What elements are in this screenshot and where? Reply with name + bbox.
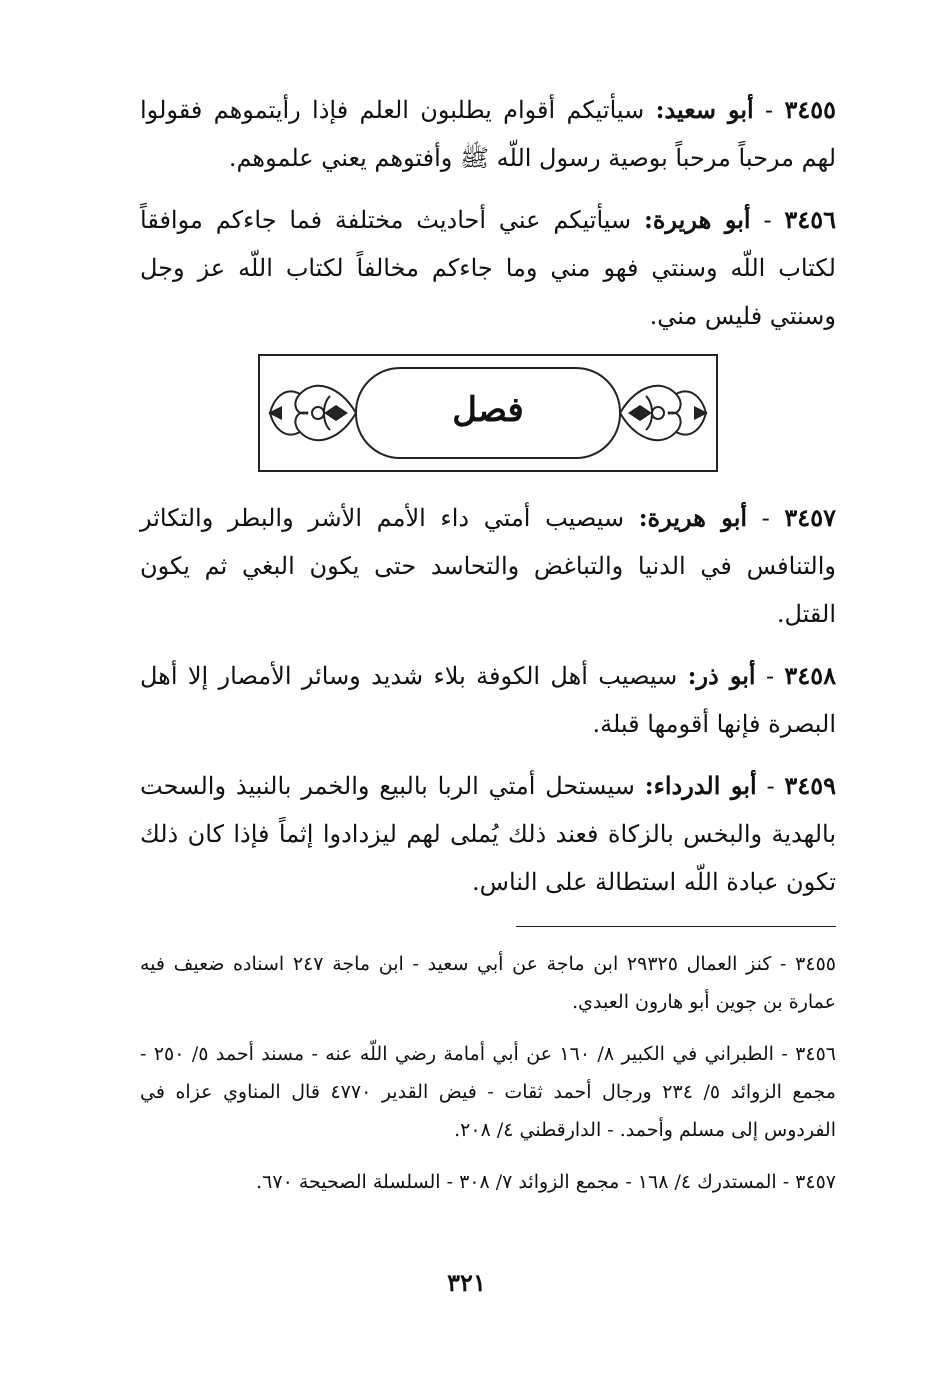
footnote-number: ٣٤٥٥ xyxy=(795,953,836,975)
hadith-number: ٣٤٥٥ xyxy=(784,95,836,124)
hadith-narrator: أبو هريرة: xyxy=(644,205,751,234)
hadith-entry xyxy=(140,494,836,638)
dash: - xyxy=(747,504,770,532)
hadith-narrator: أبو الدرداء: xyxy=(644,771,757,800)
footnote xyxy=(140,1163,836,1201)
footnote-text: - كنز العمال ٢٩٣٢٥ ابن ماجة عن أبي سعيد - ابن ماجة ٢٤٧ اسناده ضعيف فيه عمارة بن جوين أبو هارون العبدي. xyxy=(140,953,836,1013)
hadith-entry xyxy=(140,196,836,340)
dash: - xyxy=(750,206,772,234)
dash: - xyxy=(756,772,775,800)
hadith-entry xyxy=(140,762,836,906)
hadith-narrator: أبو سعيد: xyxy=(655,95,754,124)
dash: - xyxy=(753,96,774,124)
hadith-number: ٣٤٥٩ xyxy=(784,771,836,800)
footnote xyxy=(140,1035,836,1149)
page-number: ٣٢١ xyxy=(447,1268,486,1297)
hadith-narrator: أبو ذر: xyxy=(687,661,756,690)
footnote-text: - الطبراني في الكبير ٨/ ١٦٠ عن أبي أمامة رضي اللّه عنه - مسند أحمد ٥/ ٢٥٠ - مجمع الزوائد ٥/ ٢٣٤ ورجال أحمد ثقات - فيض القدير ٤٧٧٠ قال المناوي عزاه في الفردوس إلى مسلم وأحمد. - الدارقطني ٤/ ٢٠٨. xyxy=(140,1043,836,1141)
footnote-number: ٣٤٥٧ xyxy=(795,1171,836,1193)
page-body xyxy=(140,86,836,1215)
hadith-text: سيصيب أمتي داء الأمم الأشر والبطر والتكاثر والتنافس في الدنيا والتباغض والتحاسد حتى يكون البغي ثم يكون القتل. xyxy=(140,504,836,628)
dash: - xyxy=(755,662,775,690)
section-banner xyxy=(258,354,718,472)
hadith-number: ٣٤٥٨ xyxy=(784,661,836,690)
hadith-entry xyxy=(140,652,836,748)
hadith-text: سيستحل أمتي الربا بالبيع والخمر بالنبيذ والسحت بالهدية والبخس بالزكاة فعند ذلك يُملى لهم ليزدادوا إثماً فإذا كان ذلك تكون عبادة اللّه استطالة على الناس. xyxy=(140,772,836,896)
footnote-text: - المستدرك ٤/ ١٦٨ - مجمع الزوائد ٧/ ٣٠٨ - السلسلة الصحيحة ٦٧٠. xyxy=(256,1171,790,1193)
hadith-number: ٣٤٥٦ xyxy=(784,205,836,234)
section-title: فصل xyxy=(452,390,524,430)
footnote-separator xyxy=(516,926,836,927)
hadith-text: سيصيب أهل الكوفة بلاء شديد وسائر الأمصار إلا أهل البصرة فإنها أقومها قبلة. xyxy=(140,662,836,738)
hadith-text: سيأتيكم أقوام يطلبون العلم فإذا رأيتموهم فقولوا لهم مرحباً مرحباً بوصية رسول اللّه ﷺ وأفتوهم يعني علموهم. xyxy=(140,96,836,172)
hadith-narrator: أبو هريرة: xyxy=(638,503,748,532)
hadith-text: سيأتيكم عني أحاديث مختلفة فما جاءكم موافقاً لكتاب اللّه وسنتي فهو مني وما جاءكم مخالفاً لكتاب اللّه عز وجل وسنتي فليس مني. xyxy=(140,206,836,330)
hadith-number: ٣٤٥٧ xyxy=(784,503,836,532)
hadith-entry xyxy=(140,86,836,182)
footnote xyxy=(140,945,836,1021)
footnote-number: ٣٤٥٦ xyxy=(795,1043,836,1065)
